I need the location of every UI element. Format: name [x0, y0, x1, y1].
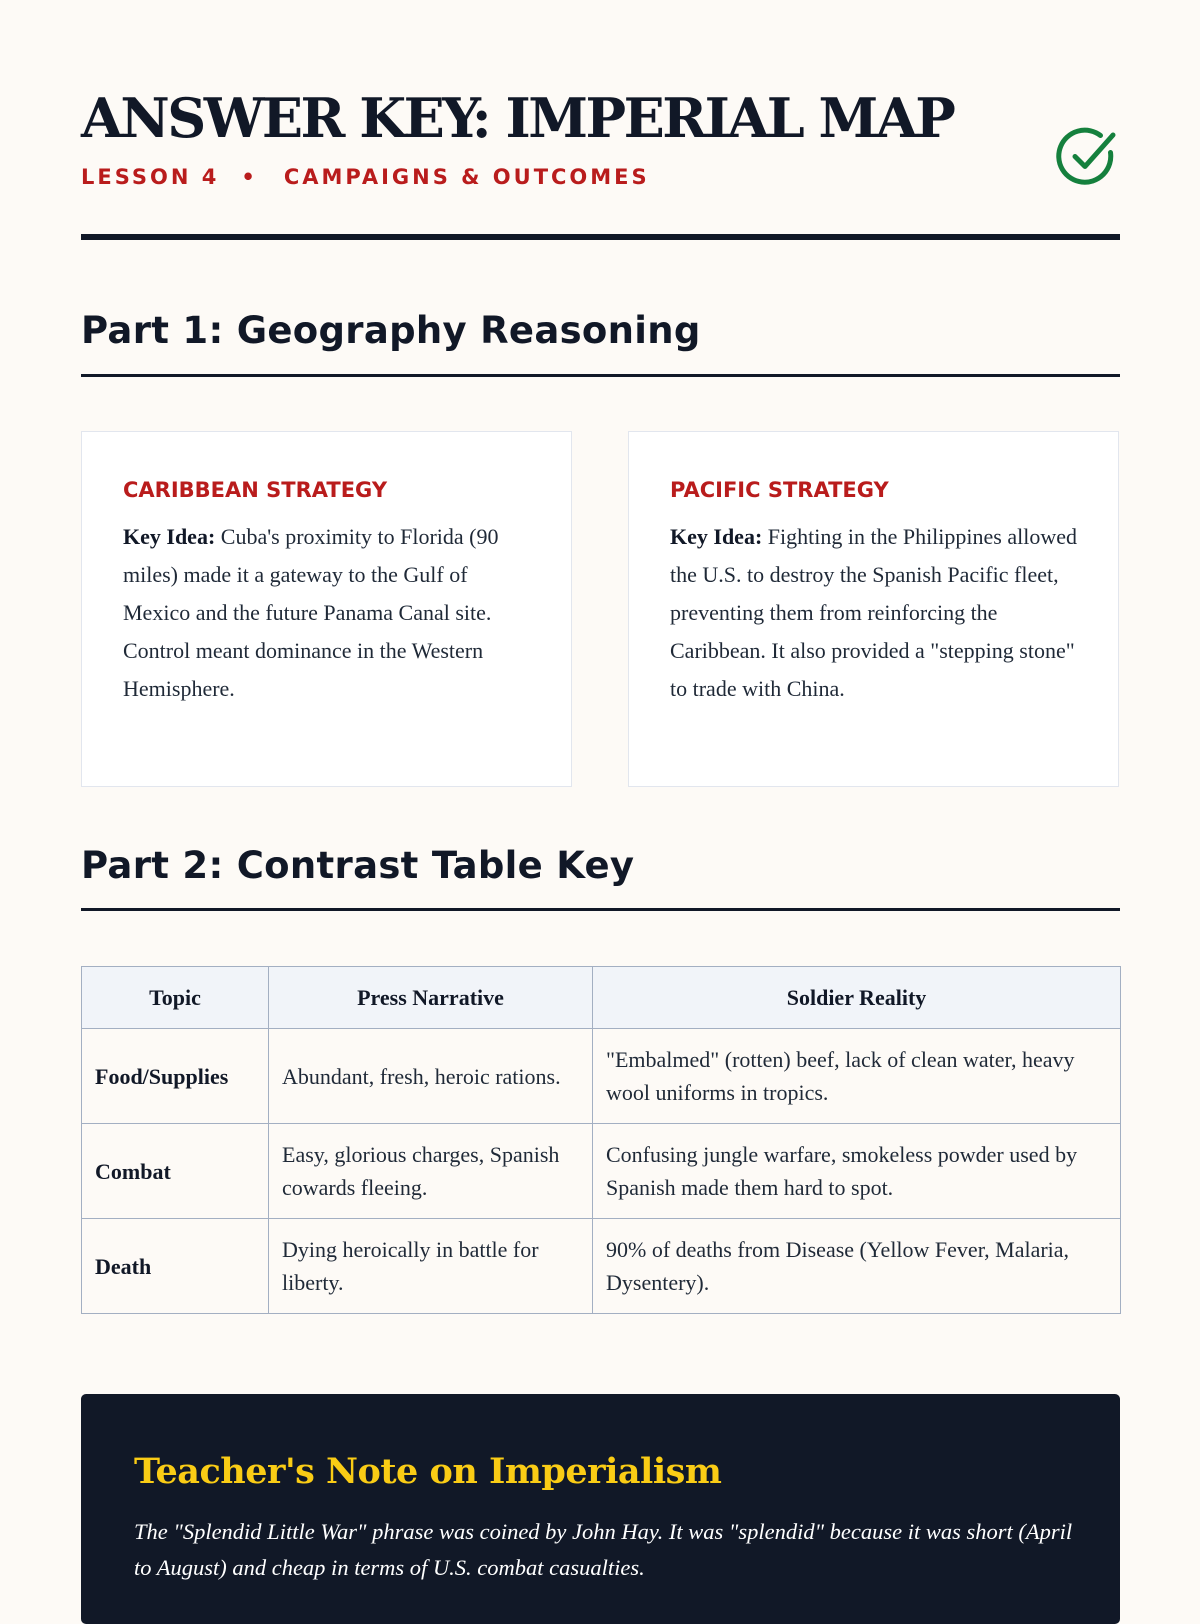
- soldier-reality-cell: Confusing jungle warfare, smokeless powder used by Spanish made them hard to spot.: [593, 1124, 1121, 1219]
- part2-title: Part 2: Contrast Table Key: [81, 844, 635, 887]
- card-heading: CARIBBEAN STRATEGY: [123, 478, 388, 502]
- table-row: [82, 1219, 1121, 1314]
- card-text: [123, 518, 533, 708]
- part2-divider: [81, 908, 1120, 911]
- press-narrative-cell: Dying heroically in battle for liberty.: [269, 1219, 593, 1314]
- press-narrative-cell: Abundant, fresh, heroic rations.: [269, 1029, 593, 1124]
- card-heading: PACIFIC STRATEGY: [670, 478, 889, 502]
- soldier-reality-cell: "Embalmed" (rotten) beef, lack of clean water, heavy wool uniforms in tropics.: [593, 1029, 1121, 1124]
- lesson-subtitle: [81, 164, 650, 190]
- table-row: [82, 1124, 1121, 1219]
- contrast-table: [81, 966, 1121, 1314]
- key-idea-text: Fighting in the Philippines allowed the U.S. to destroy the Spanish Pacific fleet, preventing them from reinforcing the Caribbean. It also provided a "stepping stone" to trade with China.: [670, 524, 1077, 701]
- header-divider: [81, 234, 1120, 240]
- part1-title: Part 1: Geography Reasoning: [81, 309, 701, 352]
- caribbean-strategy-card: [81, 431, 572, 787]
- press-narrative-cell: Easy, glorious charges, Spanish cowards fleeing.: [269, 1124, 593, 1219]
- column-header-soldier-reality: Soldier Reality: [593, 967, 1121, 1029]
- card-text: [670, 518, 1080, 708]
- lesson-number: LESSON 4: [81, 165, 220, 189]
- key-idea-label: Key Idea:: [670, 524, 763, 549]
- teacher-note-title: Teacher's Note on Imperialism: [134, 1451, 722, 1492]
- check-circle-icon: [1055, 126, 1119, 190]
- table-header-row: [82, 967, 1121, 1029]
- topic-cell: Death: [82, 1219, 269, 1314]
- column-header-press-narrative: Press Narrative: [269, 967, 593, 1029]
- pacific-strategy-card: [628, 431, 1119, 787]
- page-header: [81, 78, 1120, 238]
- page-title: ANSWER KEY: IMPERIAL MAP: [81, 86, 954, 150]
- teacher-note-text: The "Splendid Little War" phrase was coined by John Hay. It was "splendid" because it was short (April to August) and cheap in terms of U.S. combat casualties.: [134, 1519, 1073, 1580]
- key-idea-label: Key Idea:: [123, 524, 216, 549]
- lesson-topic: CAMPAIGNS & OUTCOMES: [283, 165, 650, 189]
- soldier-reality-cell: 90% of deaths from Disease (Yellow Fever, Malaria, Dysentery).: [593, 1219, 1121, 1314]
- topic-cell: Food/Supplies: [82, 1029, 269, 1124]
- topic-cell: Combat: [82, 1124, 269, 1219]
- part1-divider: [81, 374, 1120, 377]
- table-row: [82, 1029, 1121, 1124]
- key-idea-text: Cuba's proximity to Florida (90 miles) made it a gateway to the Gulf of Mexico and the future Panama Canal site. Control meant dominance in the Western Hemisphere.: [123, 524, 499, 701]
- column-header-topic: Topic: [82, 967, 269, 1029]
- answer-key-page: [81, 0, 1120, 1600]
- subtitle-separator: •: [241, 165, 258, 189]
- teacher-note-box: [81, 1394, 1120, 1624]
